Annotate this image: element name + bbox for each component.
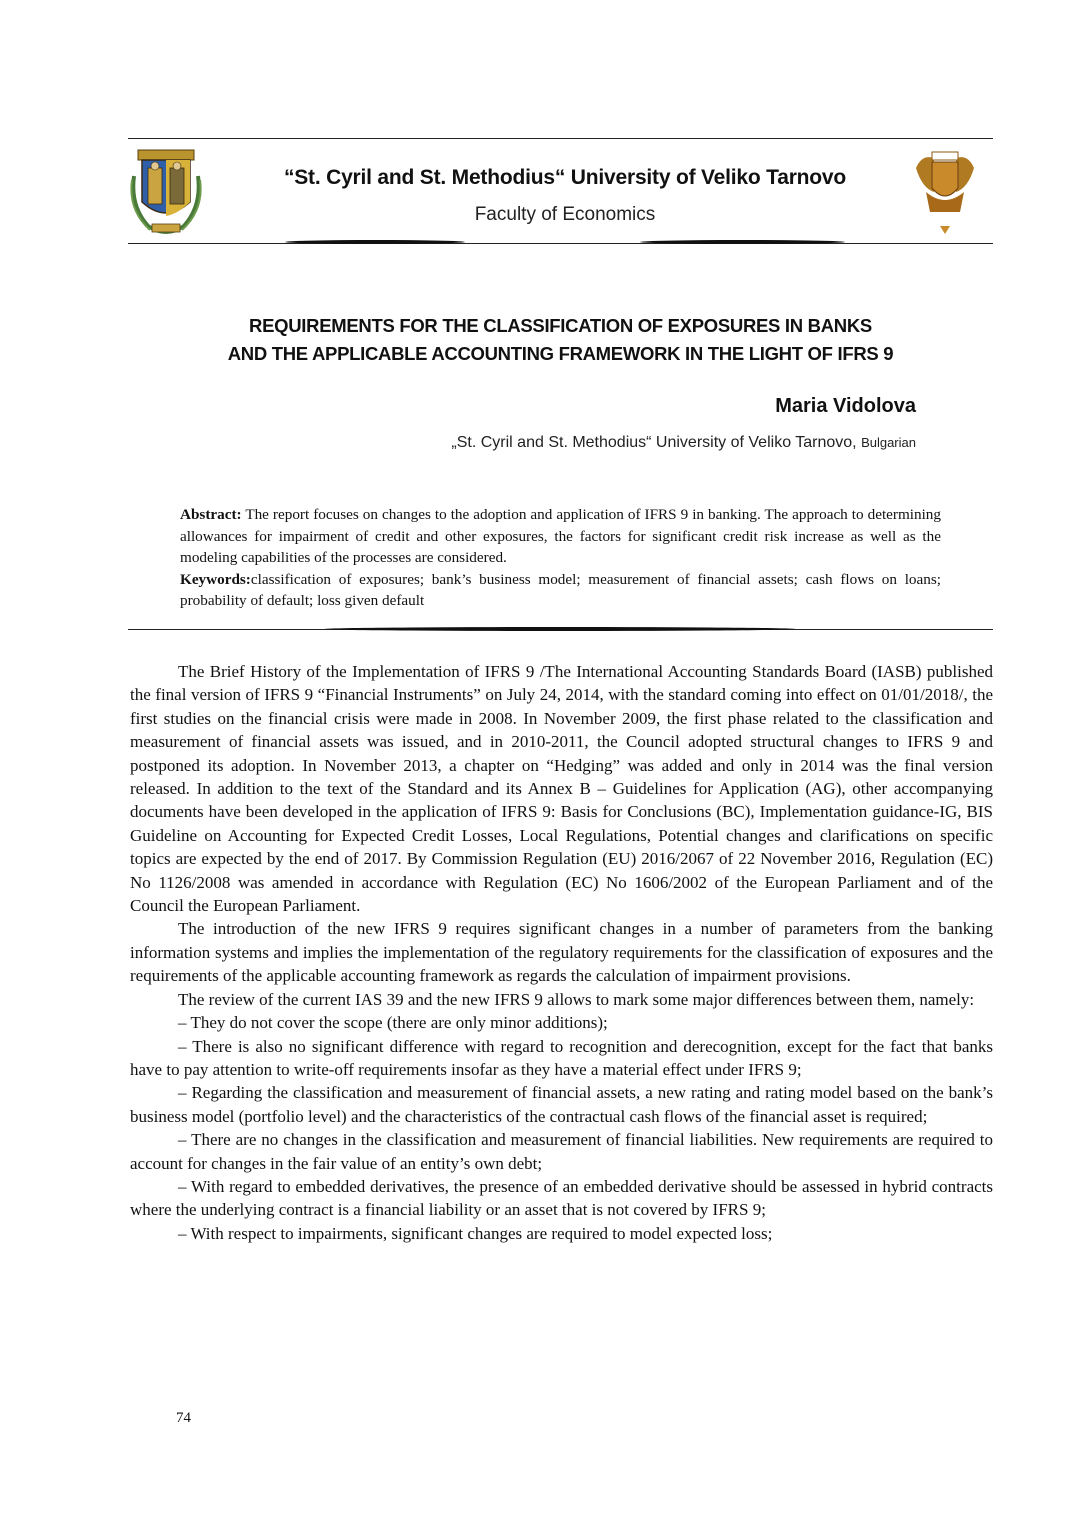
header-bottom-rule: [128, 243, 993, 244]
abstract-swoosh: [325, 627, 795, 631]
keywords-label: Keywords:: [180, 570, 251, 588]
title-line-1: REQUIREMENTS FOR THE CLASSIFICATION OF EXPOSURES IN BANKS: [249, 315, 872, 336]
body-text: [130, 660, 993, 1245]
paragraph-3: The review of the current IAS 39 and the new IFRS 9 allows to mark some major differences between them, namely:: [178, 989, 975, 1009]
page-number: 74: [176, 1410, 191, 1426]
title-line-2: AND THE APPLICABLE ACCOUNTING FRAMEWORK IN THE LIGHT OF IFRS 9: [227, 343, 894, 364]
university-crest-icon: [128, 146, 204, 238]
faculty-name: Faculty of Economics: [474, 204, 656, 225]
list-item: – There is also no significant difference with regard to recognition and derecognition, except for the fact that banks have to pay attention to write-off requirements insofar as they have a material effect under IFRS 9;: [130, 1036, 993, 1079]
paragraph-2: The introduction of the new IFRS 9 requires significant changes in a number of parameters from the banking information systems and implies the implementation of the regulatory requirements for the classification of exposures and the requirements of the applicable accounting framework as regards the calculation of impairment provisions.: [130, 919, 993, 986]
abstract-text: The report focuses on changes to the adoption and application of IFRS 9 in banking. The approach to determining allowances for impairment of credit and other exposures, the factors for significant credit risk increase as well as the modeling capabilities of the processes are considered.: [180, 506, 941, 566]
list-item: – With respect to impairments, significant changes are required to model expected loss;: [178, 1223, 773, 1243]
faculty-emblem-icon: [912, 148, 978, 238]
author-affiliation: [451, 434, 916, 452]
paper-title: [128, 312, 993, 368]
paragraph-1: The Brief History of the Implementation of IFRS 9 /The International Accounting Standards Board (IASB) published the final version of IFRS 9 “Financial Instruments” on July 24, 2014, with the standard coming into effect on 01/01/2018/, the first studies on the financial crisis were made in 2008. In November 2009, the first phase related to the classification and measurement of financial assets was issued, and in 2010-2011, the Council adopted structural changes to IFRS 9 and postponed its adoption. In November 2013, a chapter on “Hedging” was added and only in 2014 was the final version released. In addition to the text of the Standard and its Annex B – Guidelines for Application (AG), other accompanying documents have been developed in the application of IFRS 9: Basis for Conclusions (BC), Implementation guidance-IG, BIS Guideline on Accounting for Expected Credit Losses, Local Regulations, Potential changes and clarifications on specific topics are expected by the end of 2017. By Commission Regulation (EU) 2016/2067 of 22 November 2016, Regulation (EC) No 1126/2008 was amended in accordance with Regulation (EC) No 1606/2002 of the European Parliament and of the Council the European Parliament.: [130, 662, 993, 916]
keywords-paragraph: [180, 569, 941, 612]
abstract-block: [180, 504, 941, 612]
list-item: – They do not cover the scope (there are only minor additions);: [178, 1013, 608, 1033]
header-swoosh-left: [285, 240, 465, 244]
affiliation-university: „St. Cyril and St. Methodius“ University of Veliko Tarnovo,: [451, 434, 857, 451]
university-name: “St. Cyril and St. Methodius“ University of Veliko Tarnovo: [283, 166, 847, 189]
author-name: Maria Vidolova: [775, 395, 916, 417]
header-top-rule: [128, 138, 993, 139]
abstract-label: Abstract:: [180, 506, 242, 523]
list-item: – With regard to embedded derivatives, the presence of an embedded derivative should be assessed in hybrid contracts where the underlying contract is a financial liability or an asset that is not covered by IFRS 9;: [130, 1176, 993, 1220]
list-item: – Regarding the classification and measurement of financial assets, a new rating and rating model based on the bank’s business model (portfolio level) and the characteristics of the contractual cash flows of the financial asset is required;: [130, 1083, 993, 1126]
affiliation-country: Bulgarian: [861, 435, 916, 450]
header-swoosh-right: [640, 240, 845, 244]
list-item: – There are no changes in the classification and measurement of financial liabilities. New requirements are required to account for changes in the fair value of an entity’s own debt;: [130, 1130, 993, 1173]
abstract-paragraph: [180, 504, 941, 569]
keywords-text: classification of exposures; bank’s business model; measurement of financial assets; cash flows on loans; probability of default; loss given default: [180, 570, 941, 609]
